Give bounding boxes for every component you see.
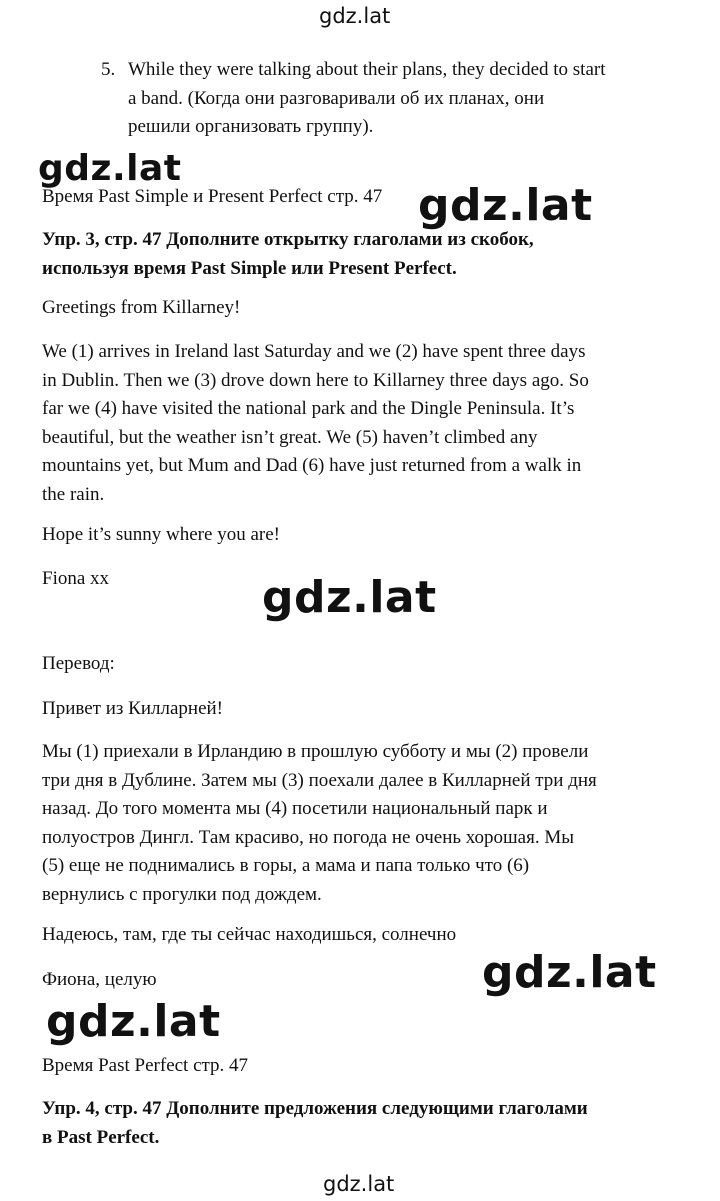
translation-label: Перевод: (42, 653, 115, 674)
postcard-greeting: Greetings from Killarney! (42, 297, 241, 318)
exercise-title-line: используя время Past Simple или Present Perfect. (42, 257, 457, 279)
watermark-top: gdz.lat (319, 4, 391, 28)
watermark-4: gdz.lat (482, 947, 657, 998)
postcard-signature: Fiona xx (42, 568, 110, 589)
postcard-line: mountains yet, but Mum and Dad (6) have just returned from a walk in (42, 455, 582, 476)
watermark-3: gdz.lat (262, 572, 437, 623)
translation-signature: Фиона, целую (42, 969, 157, 990)
postcard-line: in Dublin. Then we (3) drove down here to Killarney three days ago. So (42, 369, 589, 391)
postcard-closing: Hope it’s sunny where you are! (42, 524, 280, 545)
list-item-line: a band. (Когда они разговаривали об их планах, они (128, 87, 545, 109)
exercise-title-line: Упр. 3, стр. 47 Дополните открытку глаголами из скобок, (42, 229, 534, 250)
section-heading-2: Время Past Perfect стр. 47 (42, 1055, 249, 1076)
list-item-line: решили организовать группу). (128, 116, 374, 137)
watermark-1: gdz.lat (38, 148, 182, 189)
exercise-title-line: в Past Perfect. (42, 1126, 160, 1148)
translation-line: три дня в Дублине. Затем мы (3) поехали далее в Килларней три дня (42, 769, 597, 791)
translation-body (42, 738, 682, 909)
translation-line: Мы (1) приехали в Ирландию в прошлую субботу и мы (2) провели (42, 741, 589, 762)
translation-closing: Надеюсь, там, где ты сейчас находишься, солнечно (42, 924, 457, 945)
postcard-line: beautiful, but the weather isn’t great. We (5) haven’t climbed any (42, 426, 538, 448)
translation-line: вернулись с прогулки под дождем. (42, 883, 322, 905)
exercise-4-title (42, 1095, 682, 1152)
translation-line: (5) еще не поднимались в горы, а мама и папа только что (6) (42, 855, 530, 876)
list-item-number: 5. (101, 59, 116, 80)
watermark-5: gdz.lat (46, 996, 221, 1047)
postcard-line: the rain. (42, 483, 105, 505)
exercise-3-title (42, 226, 682, 283)
exercise-title-line: Упр. 4, стр. 47 Дополните предложения следующими глаголами (42, 1098, 588, 1119)
watermark-2: gdz.lat (418, 180, 593, 231)
postcard-body (42, 338, 682, 509)
postcard-line: far we (4) have visited the national park and the Dingle Peninsula. It’s (42, 398, 575, 419)
translation-greeting: Привет из Килларней! (42, 698, 223, 719)
translation-line: назад. До того момента мы (4) посетили национальный парк и (42, 798, 548, 819)
section-heading: Время Past Simple и Present Perfect стр. 47 (42, 186, 383, 207)
translation-line: полуостров Дингл. Там красиво, но погода не очень хорошая. Мы (42, 826, 575, 848)
postcard-line: We (1) arrives in Ireland last Saturday and we (2) have spent three days (42, 341, 586, 362)
watermark-bottom: gdz.lat (323, 1172, 395, 1196)
list-item-line: While they were talking about their plans, they decided to start (128, 59, 606, 80)
